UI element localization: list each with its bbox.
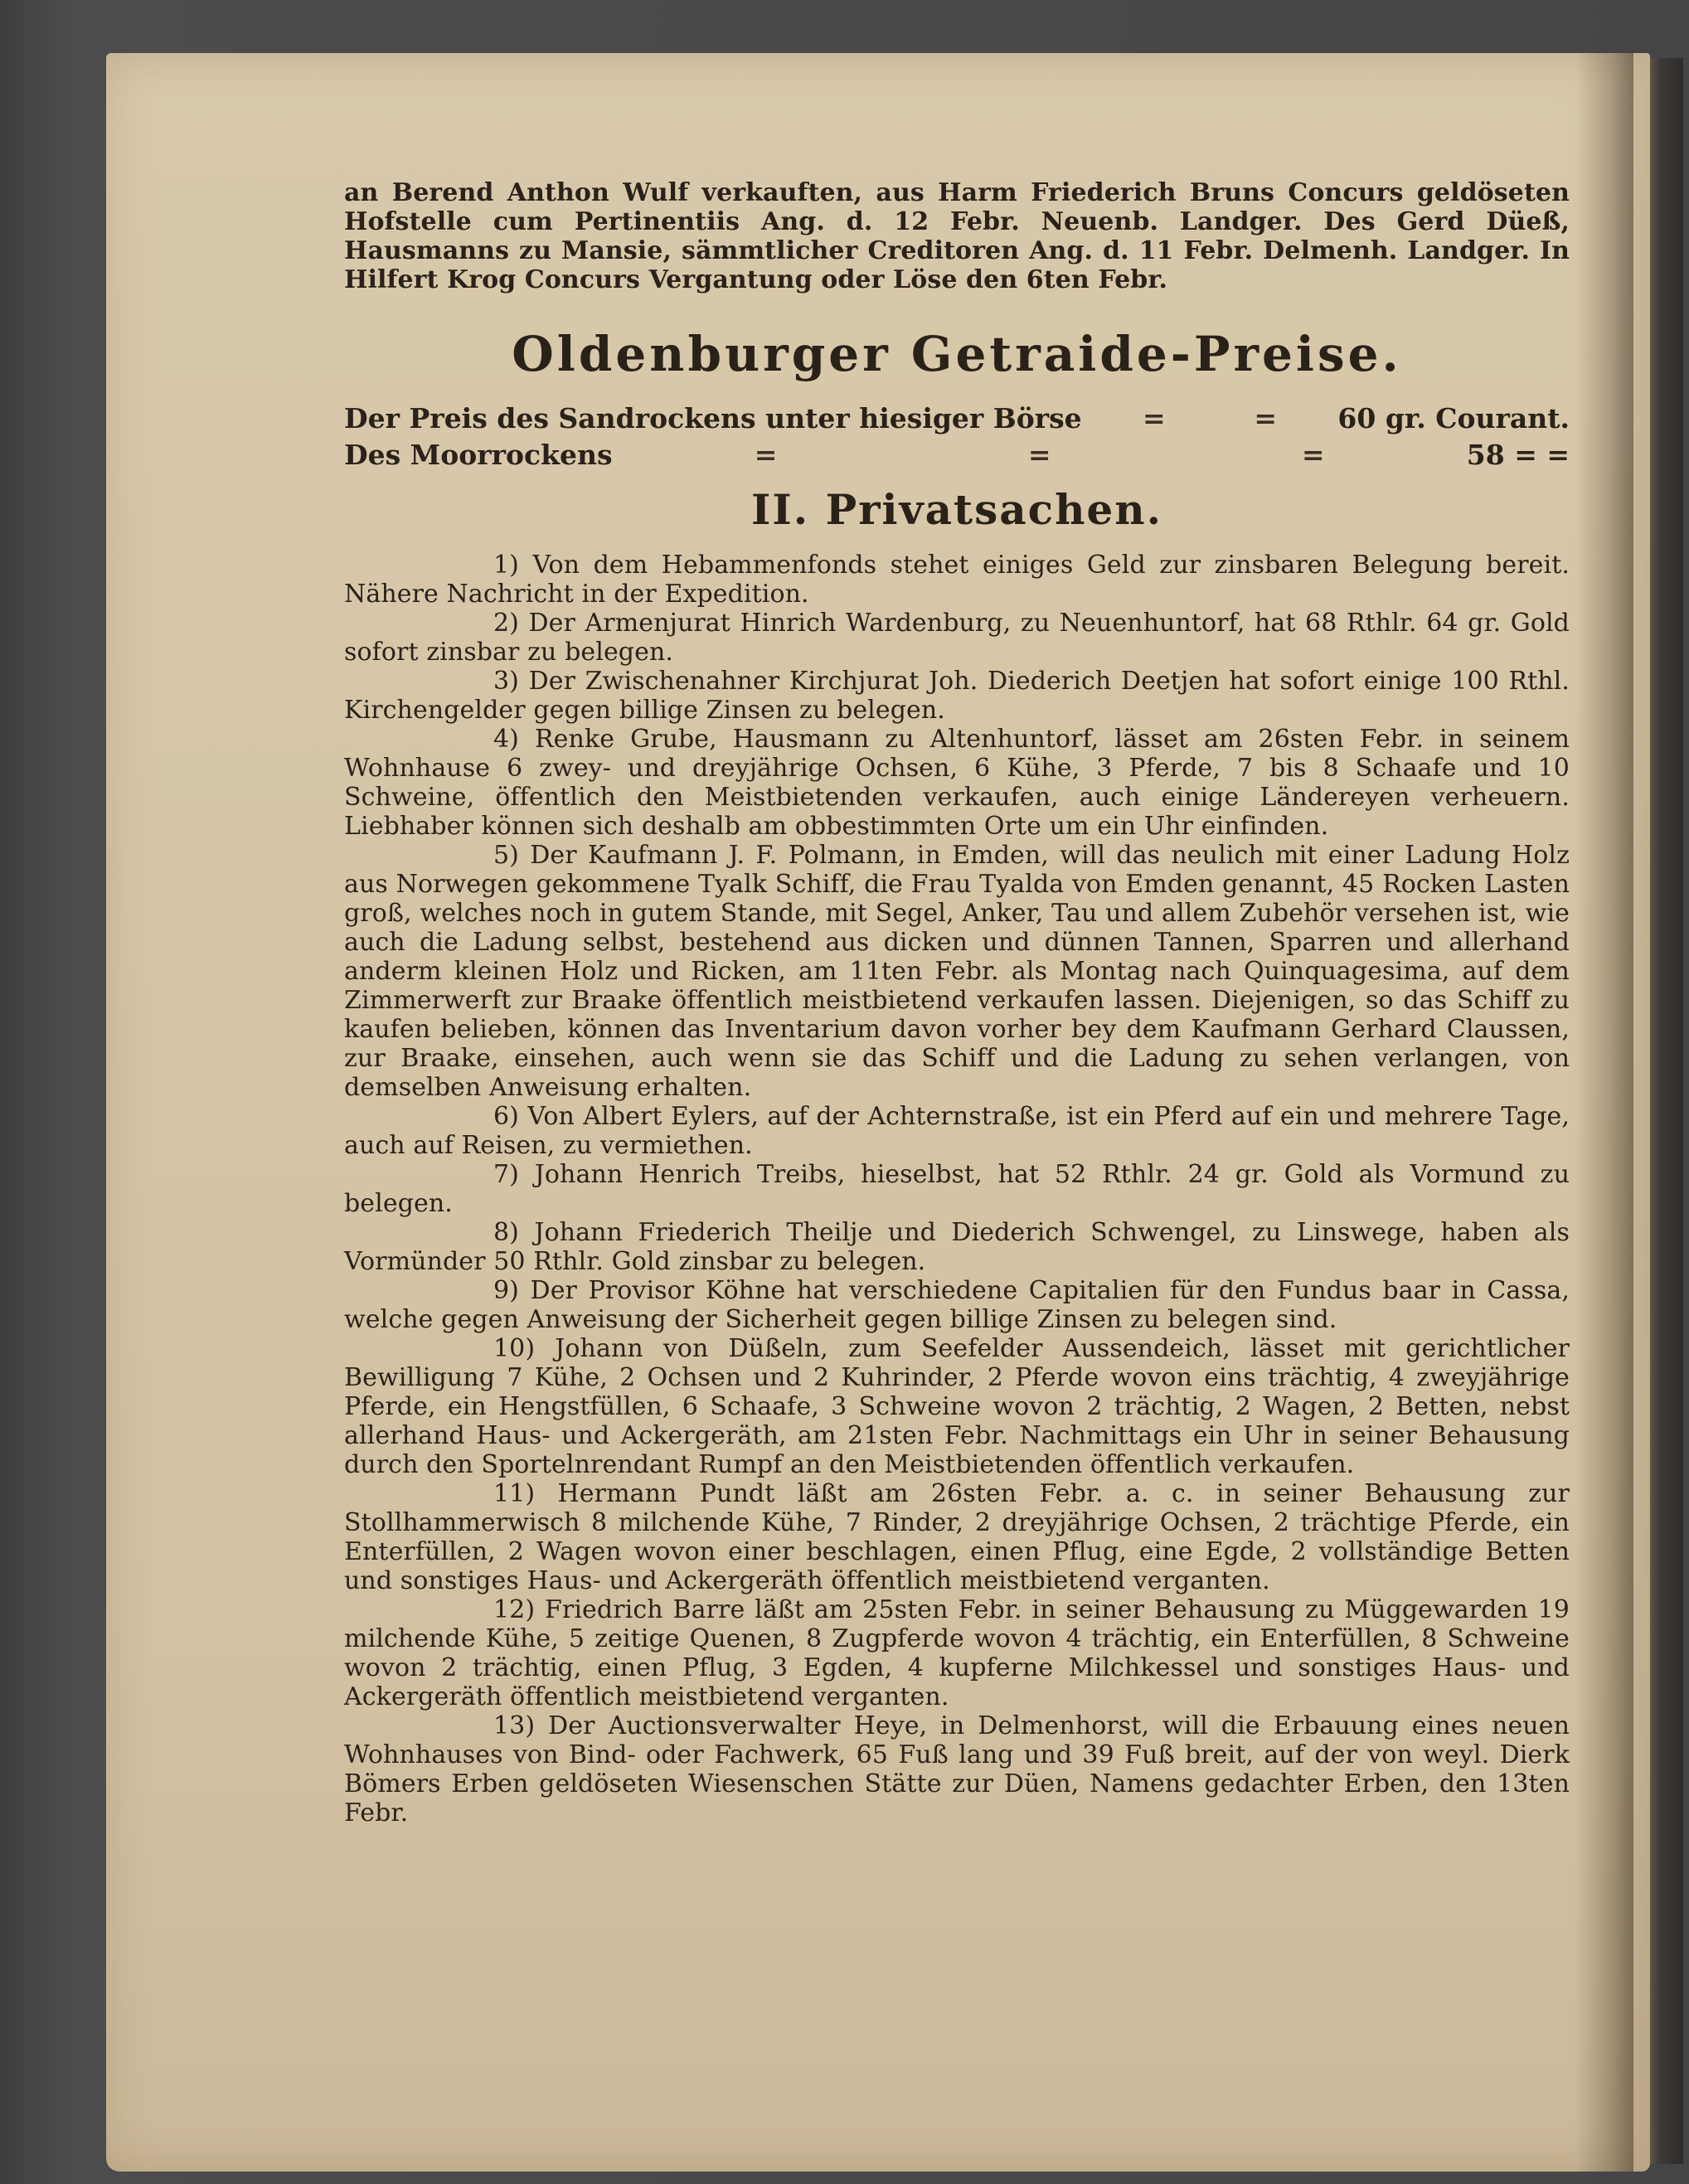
section-title: II. Privatsachen. bbox=[751, 485, 1162, 534]
price-value: 58 = = bbox=[1466, 439, 1570, 471]
price-marks: = = = bbox=[754, 439, 1325, 471]
item-4: 4) Renke Grube, Hausmann zu Altenhuntorf, lässet am 26sten Febr. in seinem Wohnhause 6 zwey- und dreyjährige Ochsen, 6 Kühe, 3 Pferde, 7 bis 8 Schaafe und 10 Schweine, öffentlich den Meistbietenden verkaufen, auch einige Ländereyen verheuern. Liebhaber können sich deshalb am obbestimmten Orte um ein Uhr einfinden. bbox=[344, 725, 1570, 841]
price-row-sandrocken bbox=[344, 400, 1570, 437]
item-5: 5) Der Kaufmann J. F. Polmann, in Emden, will das neulich mit einer Ladung Holz aus Norwegen gekommene Tyalk Schiff, die Frau Tyalda von Emden genannt, 45 Rocken Lasten groß, welches noch in gutem Stande, mit Segel, Anker, Tau und allem Zubehör versehen ist, wie auch die Ladung selbst, bestehend aus dicken und dünnen Tannen, Sparren und allerhand anderm kleinen Holz und Ricken, am 11ten Febr. als Montag nach Quinquagesima, auf dem Zimmerwerft zur Braake öffentlich meistbietend verkaufen lassen. Diejenigen, so das Schiff zu kaufen belieben, können das Inventarium davon vorher bey dem Kaufmann Gerhard Claussen, zur Braake, einsehen, auch wenn sie das Schiff und die Ladung zu sehen verlangen, von demselben Anweisung erhalten. bbox=[344, 841, 1570, 1102]
item-3: 3) Der Zwischenahner Kirchjurat Joh. Diederich Deetjen hat sofort einige 100 Rthl. Kirchengelder gegen billige Zinsen zu belegen. bbox=[344, 667, 1570, 725]
item-13: 13) Der Auctionsverwalter Heye, in Delmenhorst, will die Erbauung eines neuen Wohnhauses von Bind- oder Fachwerk, 65 Fuß lang und 39 Fuß breit, auf der von weyl. Dierk Bömers Erben geldöseten Wiesenschen Stätte zur Düen, Namens gedachter Erben, den 13ten Febr. bbox=[344, 1711, 1570, 1827]
item-9: 9) Der Provisor Köhne hat verschiedene Capitalien für den Fundus baar in Cassa, welche gegen Anweisung der Sicherheit gegen billige Zinsen zu belegen sind. bbox=[344, 1276, 1570, 1334]
item-2: 2) Der Armenjurat Hinrich Wardenburg, zu Neuenhuntorf, hat 68 Rthlr. 64 gr. Gold sofort zinsbar zu belegen. bbox=[344, 609, 1570, 667]
item-10: 10) Johann von Düßeln, zum Seefelder Aussendeich, lässet mit gerichtlicher Bewilligung 7 Kühe, 2 Ochsen und 2 Kuhrinder, 2 Pferde wovon eins trächtig, 4 zweyjährige Pferde, ein Hengstfüllen, 6 Schaafe, 3 Schweine wovon 2 trächtig, 2 Wagen, 2 Betten, nebst allerhand Haus- und Ackergeräth, am 21sten Febr. Nachmittags ein Uhr in seiner Behausung durch den Sportelnrendant Rumpf an den Meistbietenden öffentlich verkaufen. bbox=[344, 1334, 1570, 1479]
price-marks: = = bbox=[1143, 402, 1278, 434]
intro-paragraph: an Berend Anthon Wulf verkauften, aus Harm Friederich Bruns Concurs geldöseten Hofstelle cum Pertinentiis Ang. d. 12 Febr. Neuenb. Landger. Des Gerd Düeß, Hausmanns zu Mansie, sämmtlicher Creditoren Ang. d. 11 Febr. Delmenh. Landger. In Hilfert Krog Concurs Vergantung oder Löse den 6ten Febr. bbox=[344, 178, 1570, 294]
price-row-moorrocken bbox=[344, 437, 1570, 473]
item-11: 11) Hermann Pundt läßt am 26sten Febr. a. c. in seiner Behausung zur Stollhammerwisch 8 milchende Kühe, 7 Rinder, 2 dreyjährige Ochsen, 2 trächtige Pferde, ein Enterfüllen, 2 Wagen wovon einer beschlagen, einen Pflug, eine Egde, 2 vollständige Betten und sonstiges Haus- und Ackergeräth öffentlich meistbietend verganten. bbox=[344, 1479, 1570, 1595]
price-value: 60 gr. Courant. bbox=[1337, 402, 1570, 434]
item-7: 7) Johann Henrich Treibs, hieselbst, hat 52 Rthlr. 24 gr. Gold als Vormund zu belegen. bbox=[344, 1160, 1570, 1218]
item-6: 6) Von Albert Eylers, auf der Achternstraße, ist ein Pferd auf ein und mehrere Tage, auch auf Reisen, zu vermiethen. bbox=[344, 1102, 1570, 1160]
item-8: 8) Johann Friederich Theilje und Diederich Schwengel, zu Linswege, haben als Vormünder 50 Rthlr. Gold zinsbar zu belegen. bbox=[344, 1218, 1570, 1276]
page-text bbox=[344, 178, 1570, 1827]
price-label: Des Moorrockens bbox=[344, 439, 613, 471]
spine-shadow bbox=[1575, 53, 1633, 2172]
item-1: 1) Von dem Hebammenfonds stehet einiges Geld zur zinsbaren Belegung bereit. Nähere Nachricht in der Expedition. bbox=[344, 551, 1570, 609]
price-label: Der Preis des Sandrockens unter hiesiger Börse bbox=[344, 402, 1082, 434]
grain-prices-header: Oldenburger Getraide-Preise. bbox=[512, 326, 1402, 382]
item-12: 12) Friedrich Barre läßt am 25sten Febr. in seiner Behausung zu Müggewarden 19 milchende Kühe, 5 zeitige Quenen, 8 Zugpferde wovon 4 trächtig, ein Enterfüllen, 8 Schweine wovon 2 trächtig, einen Pflug, 3 Egden, 4 kupferne Milchkessel und sonstiges Haus- und Ackergeräth öffentlich meistbietend verganten. bbox=[344, 1595, 1570, 1711]
